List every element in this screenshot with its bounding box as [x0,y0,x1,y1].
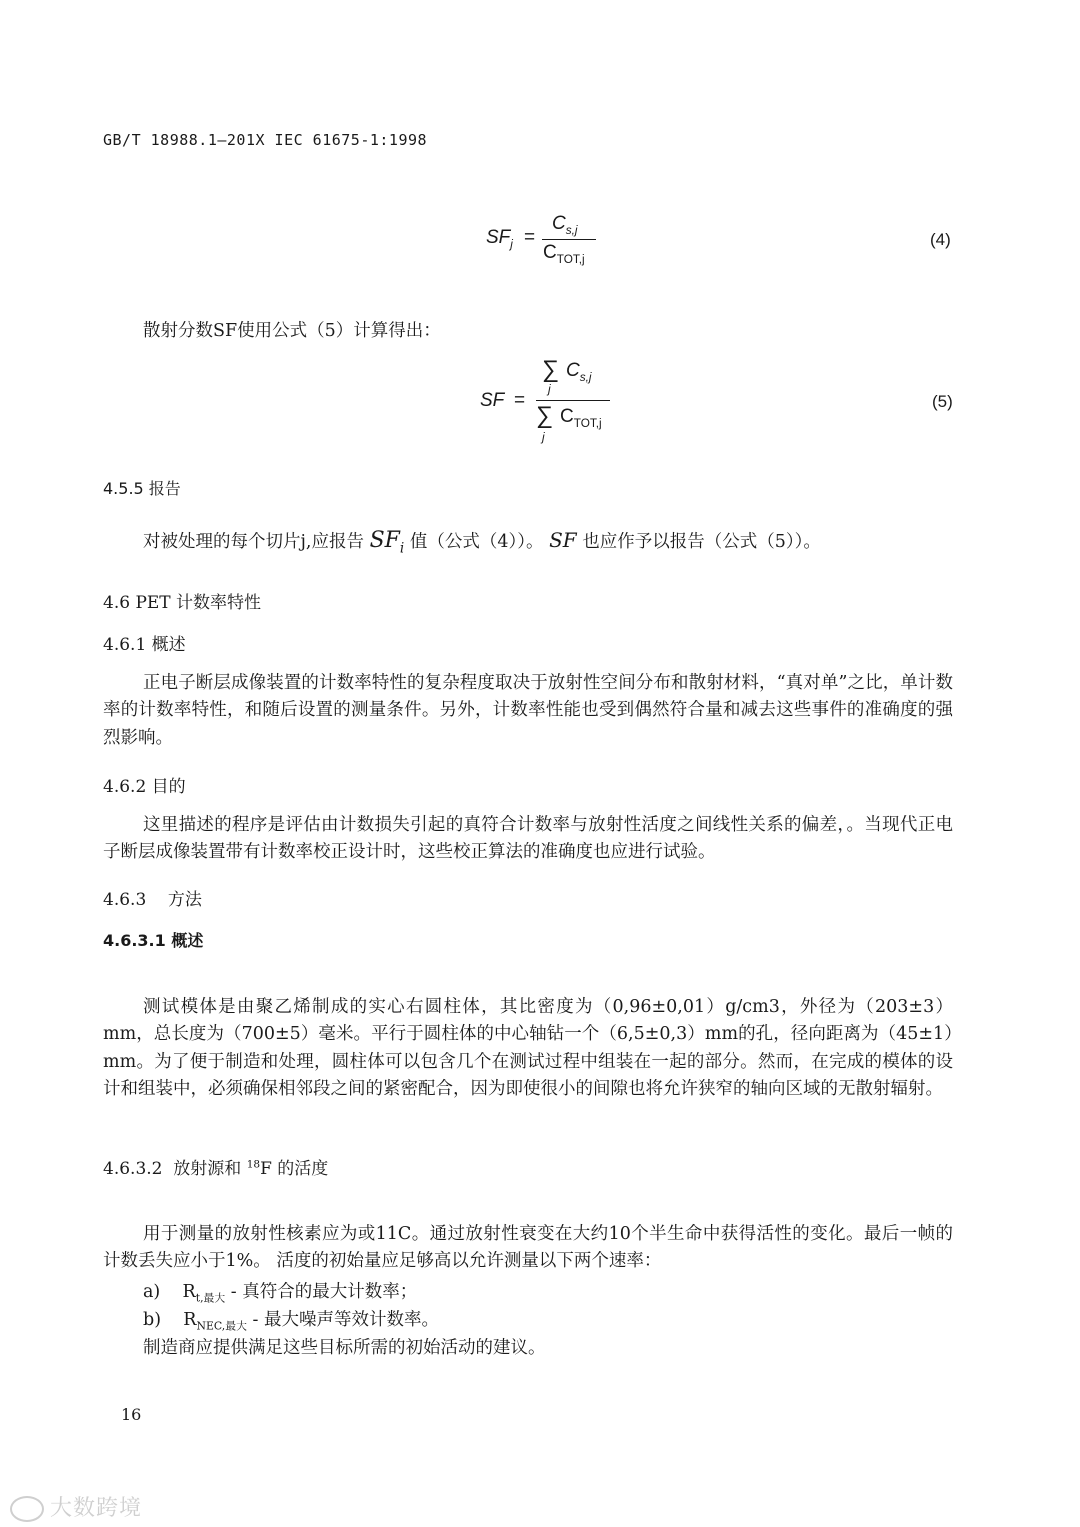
page-number: 16 [121,1405,142,1424]
paragraph-4-6-1: 正电子断层成像装置的计数率特性的复杂程度取决于放射性空间分布和散射材料，“真对单”之比，单计数率的计数率特性，和随后设置的测量条件。另外，计数率性能也受到偶然符合量和减去这些事件的准确度的强烈影响。 [103,673,953,748]
watermark-logo-icon [10,1496,44,1522]
equation-5-number: (5) [932,392,953,411]
list-item-a: a) $R_{t,最大}$ - 真符合的最大计数率； [143,1282,418,1305]
list-item-b: b) $R_{NEC,最大}$ - 最大噪声等效计数率。 [143,1310,439,1333]
heading-4-6-3: 4.6.3 方法 [103,890,202,910]
heading-4-6: 4.6 PET 计数率特性 [103,593,262,613]
eq5-fraction-bar [536,400,610,401]
heading-4-5-5: 4.5.5 报告 [103,479,181,498]
eq4-fraction-bar [542,239,596,240]
report-paragraph: 对被处理的每个切片j,应报告 $SF_i$ 值（公式（4））。 SF 也应作予以报告（公式（5））。 [143,528,821,557]
equation-4 [486,215,606,271]
paragraph-4-6-3-1: 测试模体是由聚乙烯制成的实心右圆柱体，其比密度为（0,96±0,01）g/cm3，外径为（203±3）mm，总长度为（700±5）毫米。平行于圆柱体的中心轴钻一个（6,5±0,3）mm的孔，径向距离为（45±1）mm。为了便于制造和处理，圆柱体可以包含几个在测试过程中组装在一起的部分。然而，在完成的模体的设计和组装中，必须确保相邻段之间的紧密配合，因为即使很小的间隙也将允许狭窄的轴向区域的无散射辐射。 [103,997,953,1100]
eq5-num-sum: ∑ [542,356,560,383]
eq5-lhs: SF [480,390,505,411]
heading-4-6-3-2: 4.6.3.2 放射源和 $^{18}$F 的活度 [103,1158,329,1179]
eq4-numerator: $C_{s,j}$ [552,213,578,237]
paragraph-4-6-2: 这里描述的程序是评估由计数损失引起的真符合计数率与放射性活度之间线性关系的偏差，。当现代正电子断层成像装置带有计数率校正设计时，这些校正算法的准确度也应进行试验。 [103,815,953,863]
eq5-num-sum-index: j [548,382,551,396]
eq5-den-sum: ∑ [536,402,554,429]
eq5-equals: = [514,390,526,411]
eq5-den-sum-index: j [542,430,545,444]
equation-5 [480,354,620,446]
eq4-denominator: $C_{TOT,j}$ [543,242,585,266]
watermark: 大数跨境 [10,1491,142,1522]
heading-4-6-2: 4.6.2 目的 [103,777,186,797]
equation-4-number: (4) [930,230,951,249]
eq5-numerator: $C_{s,j}$ [566,360,592,384]
heading-4-6-3-1: 4.6.3.1 概述 [103,931,204,950]
eq5-denominator: $C_{TOT,j}$ [560,406,602,430]
sf-intro: 散射分数SF使用公式（5）计算得出： [143,321,441,341]
standard-reference: GB/T 18988.1—201X IEC 61675-1:1998 [103,131,428,149]
eq4-equals: = [524,227,536,248]
eq4-lhs: $SF_j$ [486,227,513,251]
paragraph-4-6-3-2: 用于测量的放射性核素应为或11C。通过放射性衰变在大约10个半生命中获得活性的变化。最后一帧的计数丢失应小于1%。 活度的初始量应足够高以允许测量以下两个速率： [103,1224,953,1272]
closing-sentence: 制造商应提供满足这些目标所需的初始活动的建议。 [143,1338,546,1358]
heading-4-6-1: 4.6.1 概述 [103,635,186,655]
